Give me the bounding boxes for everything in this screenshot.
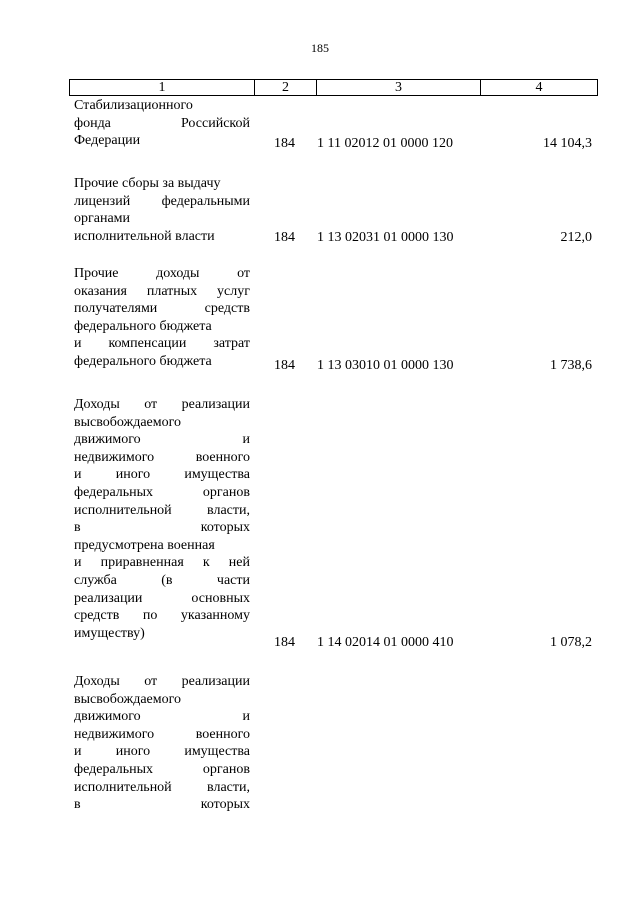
row-description: [74, 175, 250, 245]
description-line: исполнительной власти: [74, 228, 215, 244]
description-line: Доходы от реализации: [74, 674, 250, 689]
description-line: реализации основных: [74, 590, 250, 606]
description-line: исполнительной власти,: [74, 502, 250, 518]
description-line: оказания платных услуг: [74, 283, 250, 299]
budget-classification-code: 1 11 02012 01 0000 120: [317, 136, 453, 151]
description-line: и приравненная к ней: [74, 555, 250, 571]
description-line: предусмотрена военная: [74, 537, 215, 553]
description-line: получателями средств: [74, 301, 250, 317]
description-line: и иного имущества: [74, 744, 250, 760]
table-header-col-3: 3: [317, 80, 481, 95]
description-line: недвижимого военного: [74, 449, 250, 465]
description-line: в которых: [74, 797, 250, 813]
description-line: органами: [74, 211, 131, 227]
description-line: Прочие доходы от: [74, 266, 250, 281]
row-description: [74, 97, 250, 150]
admin-code: 184: [274, 635, 295, 650]
budget-classification-code: 1 13 03010 01 0000 130: [317, 358, 454, 373]
description-line: Прочие сборы за выдачу: [74, 176, 221, 191]
description-line: федерального бюджета: [74, 318, 212, 334]
table-header-row: [69, 79, 598, 96]
description-line: исполнительной власти,: [74, 779, 250, 795]
description-line: федеральных органов: [74, 484, 250, 500]
table-header-col-2: 2: [255, 80, 317, 95]
description-line: лицензий федеральными: [74, 193, 250, 209]
table-header-col-4: 4: [535, 80, 543, 95]
row-description: [74, 265, 250, 371]
description-line: Федерации: [74, 133, 141, 149]
description-line: федерального бюджета: [74, 353, 212, 369]
description-line: федеральных органов: [74, 761, 250, 777]
description-line: движимого и: [74, 432, 250, 448]
row-description: [74, 396, 250, 642]
budget-classification-code: 1 13 02031 01 0000 130: [317, 230, 454, 245]
budget-classification-code: 1 14 02014 01 0000 410: [317, 635, 454, 650]
admin-code: 184: [274, 358, 295, 373]
description-line: движимого и: [74, 709, 250, 725]
description-line: Стабилизационного: [74, 98, 193, 113]
description-line: фонда Российской: [74, 115, 250, 131]
description-line: служба (в части: [74, 572, 250, 588]
description-line: Доходы от реализации: [74, 397, 250, 412]
admin-code: 184: [274, 230, 295, 245]
description-line: недвижимого военного: [74, 726, 250, 742]
description-line: и иного имущества: [74, 467, 250, 483]
amount: 1 738,6: [550, 358, 592, 373]
amount: 1 078,2: [550, 635, 592, 650]
table-header-col-1: 1: [70, 80, 255, 95]
description-line: в которых: [74, 520, 250, 536]
admin-code: 184: [274, 136, 295, 151]
amount: 14 104,3: [543, 136, 592, 151]
description-line: средств по указанному: [74, 608, 250, 624]
row-description: [74, 673, 250, 814]
description-line: высвобождаемого: [74, 691, 181, 707]
amount: 212,0: [560, 230, 592, 245]
description-line: имуществу): [74, 625, 145, 641]
page-number: 185: [311, 41, 329, 55]
description-line: высвобождаемого: [74, 414, 181, 430]
description-line: и компенсации затрат: [74, 336, 250, 352]
